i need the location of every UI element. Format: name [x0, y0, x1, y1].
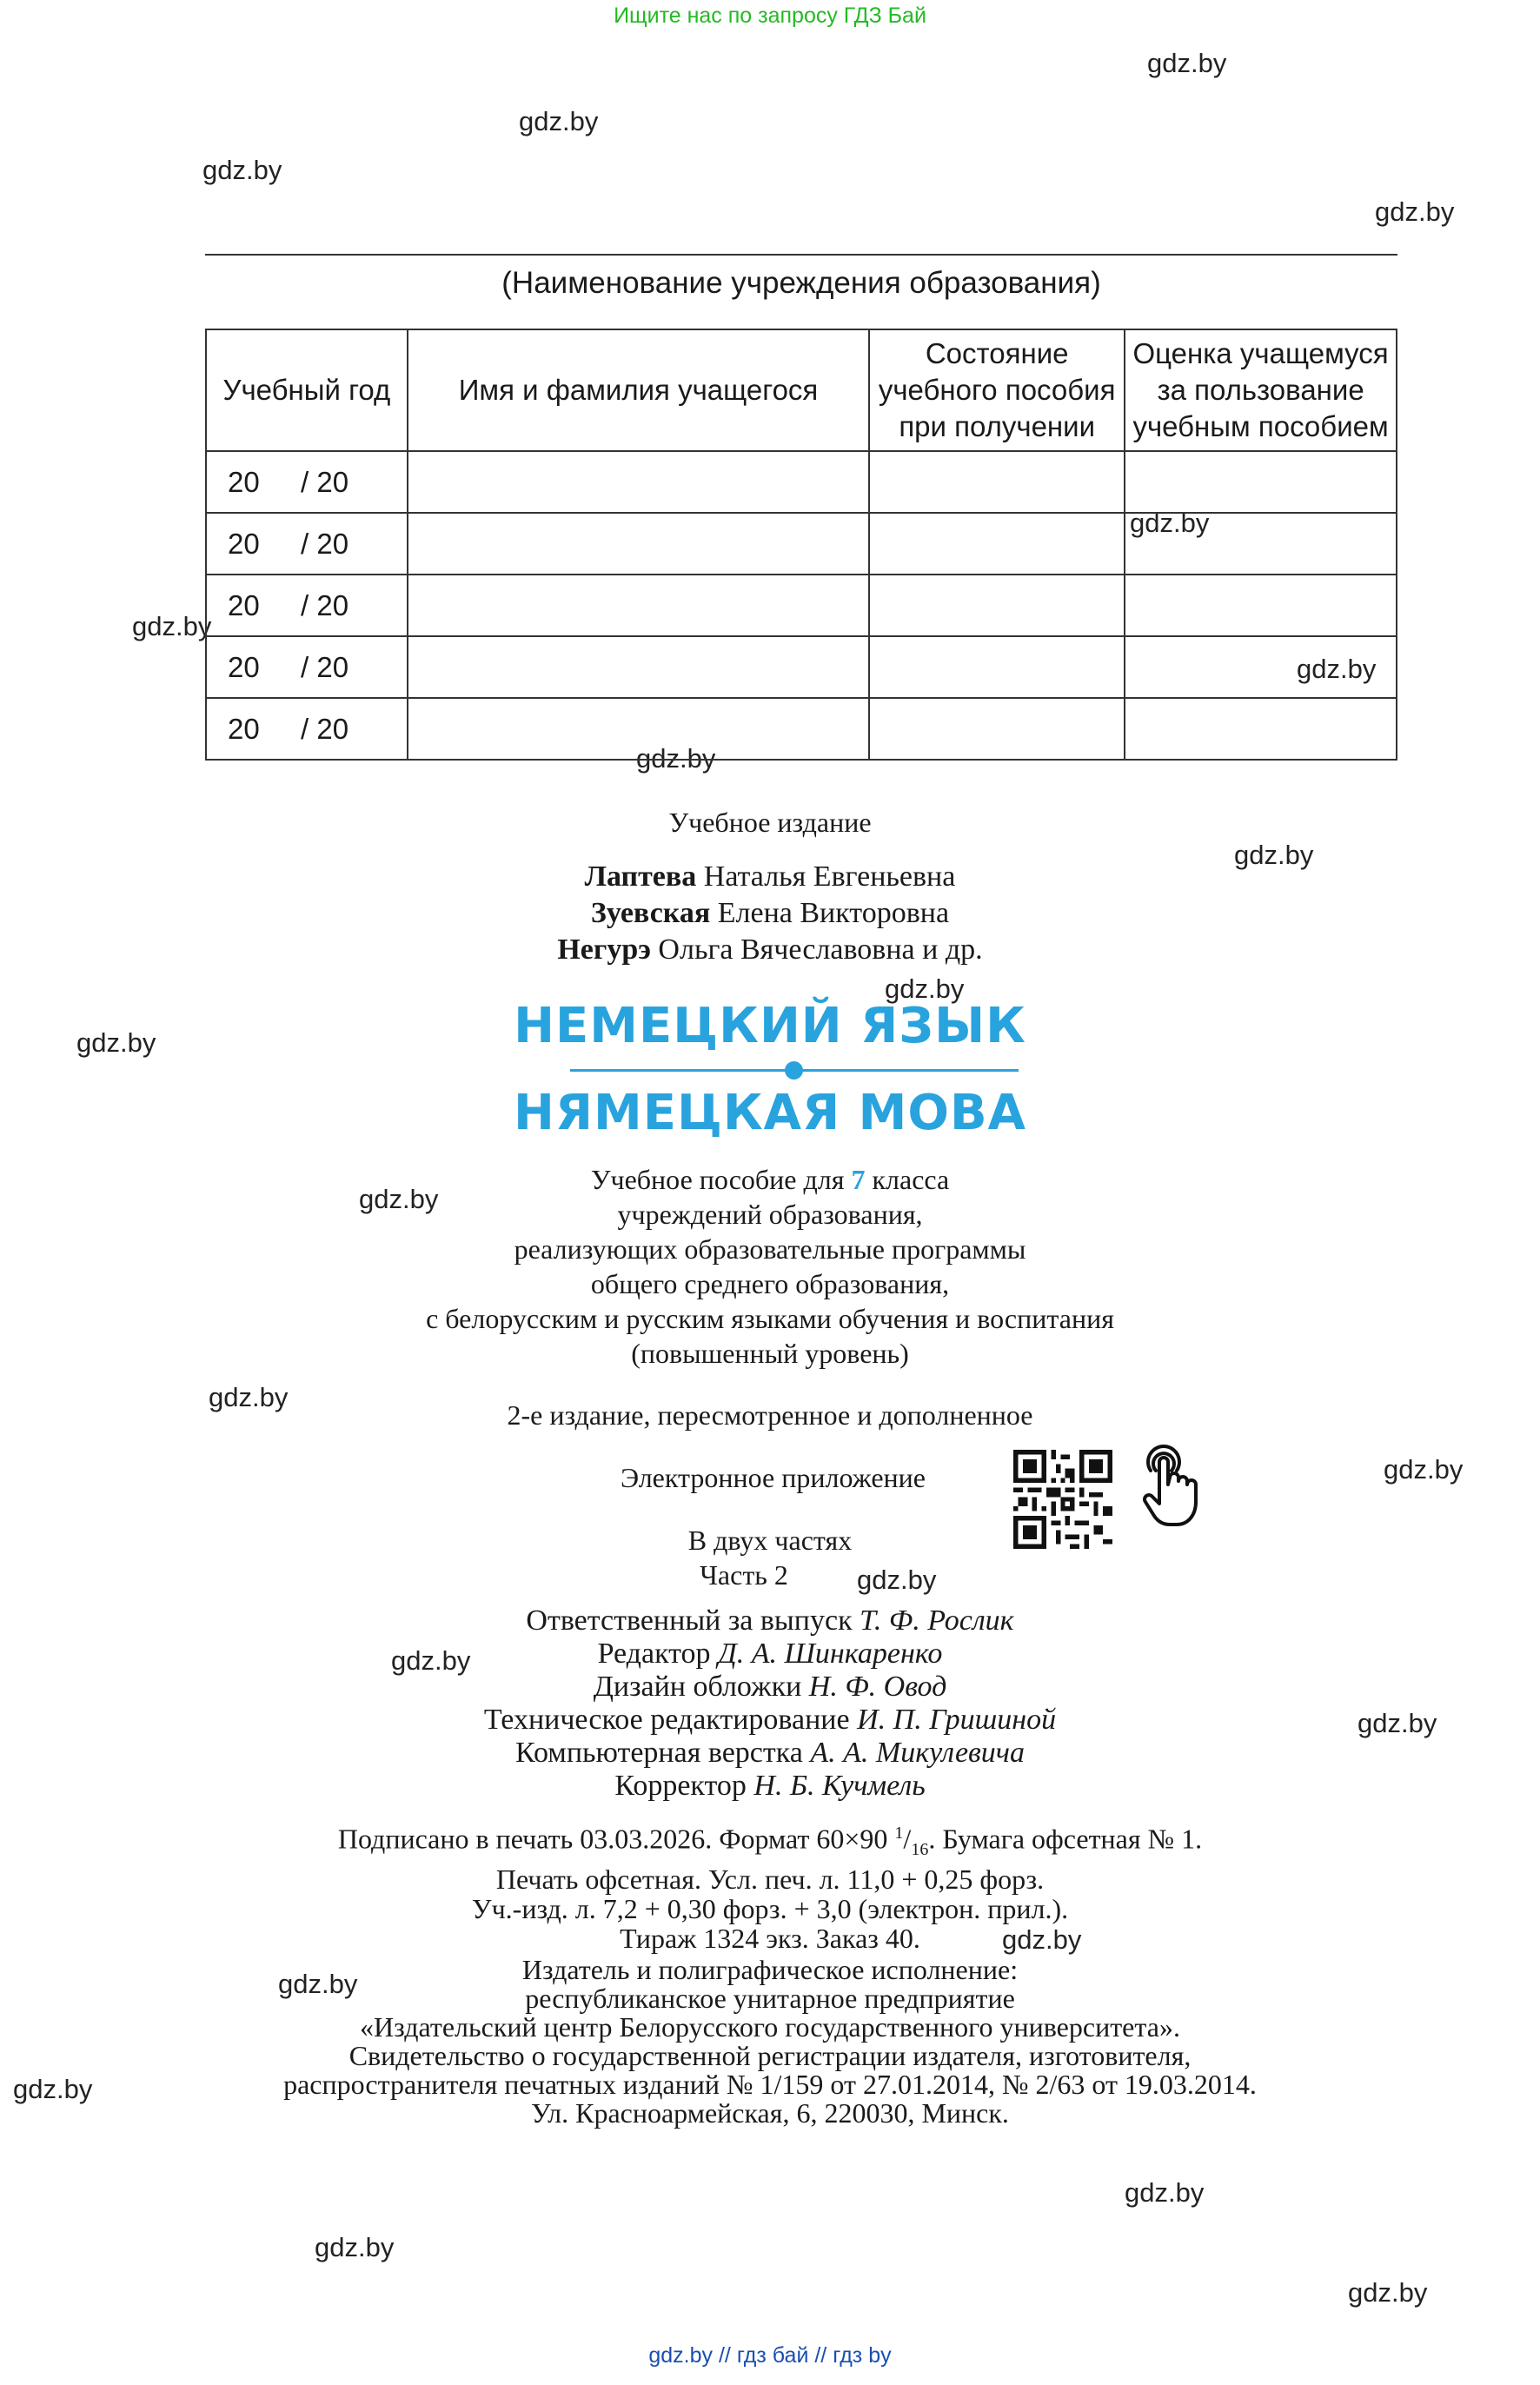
author-surname: Зуевская	[590, 897, 711, 929]
year-start: 20	[228, 465, 260, 498]
print-line: Тираж 1324 экз. Заказ 40.	[620, 1923, 920, 1955]
author-line	[0, 895, 1540, 932]
name-cell[interactable]	[408, 698, 869, 760]
edition-number: 2-е издание, пересмотренное и дополненное	[507, 1399, 1033, 1431]
title-divider-dot	[785, 1061, 803, 1080]
credit-line	[0, 1604, 1540, 1638]
author-name: Наталья Евгеньевна	[703, 860, 956, 893]
description-suffix: класса	[872, 1164, 950, 1195]
name-cell[interactable]	[408, 513, 869, 575]
parts-block	[0, 1523, 1540, 1592]
credit-line	[0, 1638, 1540, 1671]
institution-caption: (Наименование учреждения образования)	[501, 266, 1101, 300]
print-line: Уч.-изд. л. 7,2 + 0,30 форз. + 3,0 (электрон. прил.).	[471, 1893, 1069, 1925]
credit-person: Н. Б. Кучмель	[753, 1770, 926, 1802]
table-row	[206, 513, 1397, 575]
watermark: gdz.by	[1375, 196, 1455, 227]
watermark: gdz.by	[636, 743, 716, 774]
year-cell	[206, 698, 408, 760]
credit-line	[0, 1671, 1540, 1704]
book-title-ru: НЕМЕЦКИЙ ЯЗЫК	[514, 998, 1026, 1054]
condition-cell[interactable]	[869, 513, 1125, 575]
table-row	[206, 698, 1397, 760]
print-format: Подписано в печать 03.03.2026. Формат 60×90	[337, 1823, 888, 1855]
publisher-line: Ул. Красноармейская, 6, 220030, Минск.	[531, 2097, 1009, 2129]
watermark: gdz.by	[1297, 654, 1377, 684]
print-info	[0, 1818, 1540, 1953]
year-start: 20	[228, 527, 260, 560]
watermark: gdz.by	[885, 973, 965, 1004]
publisher-line: Свидетельство о государственной регистрации издателя, изготовителя,	[348, 2040, 1192, 2071]
watermark: gdz.by	[519, 106, 599, 136]
watermark: gdz.by	[1357, 1708, 1437, 1738]
institution-underline	[205, 254, 1397, 256]
watermark: gdz.by	[209, 1382, 289, 1412]
watermark: gdz.by	[76, 1027, 156, 1058]
parts-label: В двух частях	[687, 1525, 853, 1556]
grade-number: 7	[851, 1164, 866, 1195]
watermark: gdz.by	[857, 1565, 937, 1595]
header-condition: Состояние учебного пособия при получении	[869, 329, 1125, 451]
year-end: / 20	[301, 712, 349, 745]
author-line	[0, 932, 1540, 968]
publisher-line: республиканское унитарное предприятие	[525, 1983, 1015, 2014]
author-line	[0, 859, 1540, 895]
description-line: (повышенный уровень)	[631, 1338, 909, 1369]
author-name: Ольга Вячеславовна и др.	[658, 933, 983, 966]
grade-cell[interactable]	[1125, 451, 1397, 513]
watermark: gdz.by	[1348, 2277, 1428, 2308]
year-start: 20	[228, 588, 260, 621]
authors-block	[0, 859, 1540, 968]
credit-person: Д. А. Шинкаренко	[718, 1638, 943, 1670]
credit-line	[0, 1737, 1540, 1770]
name-cell[interactable]	[408, 636, 869, 698]
watermark: gdz.by	[359, 1184, 439, 1214]
watermark: gdz.by	[1147, 48, 1227, 78]
watermark: gdz.by	[315, 2232, 395, 2262]
year-cell	[206, 575, 408, 636]
print-paper: . Бумага офсетная № 1.	[928, 1823, 1203, 1855]
book-description	[0, 1162, 1540, 1371]
author-surname: Лаптева	[584, 860, 697, 893]
grade-cell[interactable]	[1125, 575, 1397, 636]
book-title-by: НЯМЕЦКАЯ МОВА	[513, 1085, 1026, 1141]
credit-role: Компьютерная верстка	[514, 1737, 803, 1769]
grade-cell[interactable]	[1125, 513, 1397, 575]
footer-link[interactable]: gdz.by // гдз бай // гдз by	[648, 2343, 892, 2368]
condition-cell[interactable]	[869, 451, 1125, 513]
grade-cell[interactable]	[1125, 636, 1397, 698]
credit-role: Редактор	[597, 1638, 711, 1670]
print-line: Подписано в печать 03.03.2026. Формат 60×90 $^1/_{16}$. Бумага офсетная № 1.	[337, 1823, 1203, 1860]
credit-role: Дизайн обложки	[593, 1671, 802, 1703]
year-cell	[206, 513, 408, 575]
table-row	[206, 575, 1397, 636]
year-start: 20	[228, 650, 260, 683]
credit-person: Т. Ф. Рослик	[860, 1604, 1014, 1637]
header-search-link[interactable]: Ищите нас по запросу ГДЗ Бай	[614, 3, 926, 28]
description-line: учреждений образования,	[617, 1199, 923, 1230]
description-line: общего среднего образования,	[590, 1268, 950, 1299]
publisher-line: распространителя печатных изданий № 1/159 от 27.01.2014, № 2/63 от 19.03.2014.	[283, 2069, 1257, 2100]
touch-hand-icon	[1138, 1445, 1201, 1531]
format-numerator: 1	[894, 1824, 904, 1843]
publisher-info	[0, 1956, 1540, 2128]
description-line: реализующих образовательные программы	[514, 1233, 1026, 1265]
watermark: gdz.by	[1130, 508, 1210, 538]
description-line: с белорусским и русским языками обучения и воспитания	[426, 1303, 1114, 1334]
table-header-row	[206, 329, 1397, 451]
watermark: gdz.by	[1234, 840, 1314, 870]
print-line: Печать офсетная. Усл. печ. л. 11,0 + 0,25 форз.	[495, 1863, 1045, 1896]
year-end: / 20	[301, 650, 349, 683]
year-cell	[206, 451, 408, 513]
condition-cell[interactable]	[869, 698, 1125, 760]
credit-role: Корректор	[614, 1770, 747, 1802]
credit-role: Техническое редактирование	[483, 1704, 850, 1736]
publisher-line: Издатель и полиграфическое исполнение:	[521, 1954, 1019, 1985]
table-row	[206, 636, 1397, 698]
part-number: Часть 2	[700, 1559, 788, 1591]
publisher-line: «Издательский центр Белорусского государственного университета».	[360, 2011, 1180, 2043]
header-school-year: Учебный год	[206, 329, 408, 451]
edition-type: Учебное издание	[668, 807, 872, 838]
name-cell[interactable]	[408, 451, 869, 513]
header-grade: Оценка учащемуся за пользование учебным пособием	[1125, 329, 1397, 451]
staff-credits	[0, 1604, 1540, 1803]
credit-line	[0, 1704, 1540, 1737]
credit-person: А. А. Микулевича	[810, 1737, 1026, 1769]
condition-cell[interactable]	[869, 575, 1125, 636]
header-student-name: Имя и фамилия учащегося	[408, 329, 869, 451]
description-prefix: Учебное пособие для	[590, 1164, 845, 1195]
year-end: / 20	[301, 588, 349, 621]
watermark: gdz.by	[13, 2074, 93, 2104]
grade-cell[interactable]	[1125, 698, 1397, 760]
year-cell	[206, 636, 408, 698]
watermark: gdz.by	[202, 155, 282, 185]
textbook-usage-table	[205, 329, 1397, 761]
year-end: / 20	[301, 527, 349, 560]
credit-person: И. П. Гришиной	[857, 1704, 1057, 1736]
watermark: gdz.by	[278, 1969, 358, 1999]
year-end: / 20	[301, 465, 349, 498]
name-cell[interactable]	[408, 575, 869, 636]
credit-line	[0, 1770, 1540, 1803]
condition-cell[interactable]	[869, 636, 1125, 698]
format-denominator: 16	[911, 1840, 929, 1860]
watermark: gdz.by	[1384, 1454, 1464, 1485]
description-line	[0, 1162, 1540, 1197]
electronic-app-label: Электронное приложение	[621, 1462, 926, 1493]
credit-person: Н. Ф. Овод	[808, 1671, 947, 1703]
watermark: gdz.by	[132, 611, 212, 641]
watermark: gdz.by	[391, 1645, 471, 1676]
table-row	[206, 451, 1397, 513]
year-start: 20	[228, 712, 260, 745]
watermark: gdz.by	[1002, 1924, 1082, 1955]
author-name: Елена Викторовна	[717, 897, 950, 929]
watermark: gdz.by	[1125, 2177, 1205, 2208]
credit-role: Ответственный за выпуск	[526, 1604, 853, 1637]
author-surname: Негурэ	[557, 933, 651, 966]
